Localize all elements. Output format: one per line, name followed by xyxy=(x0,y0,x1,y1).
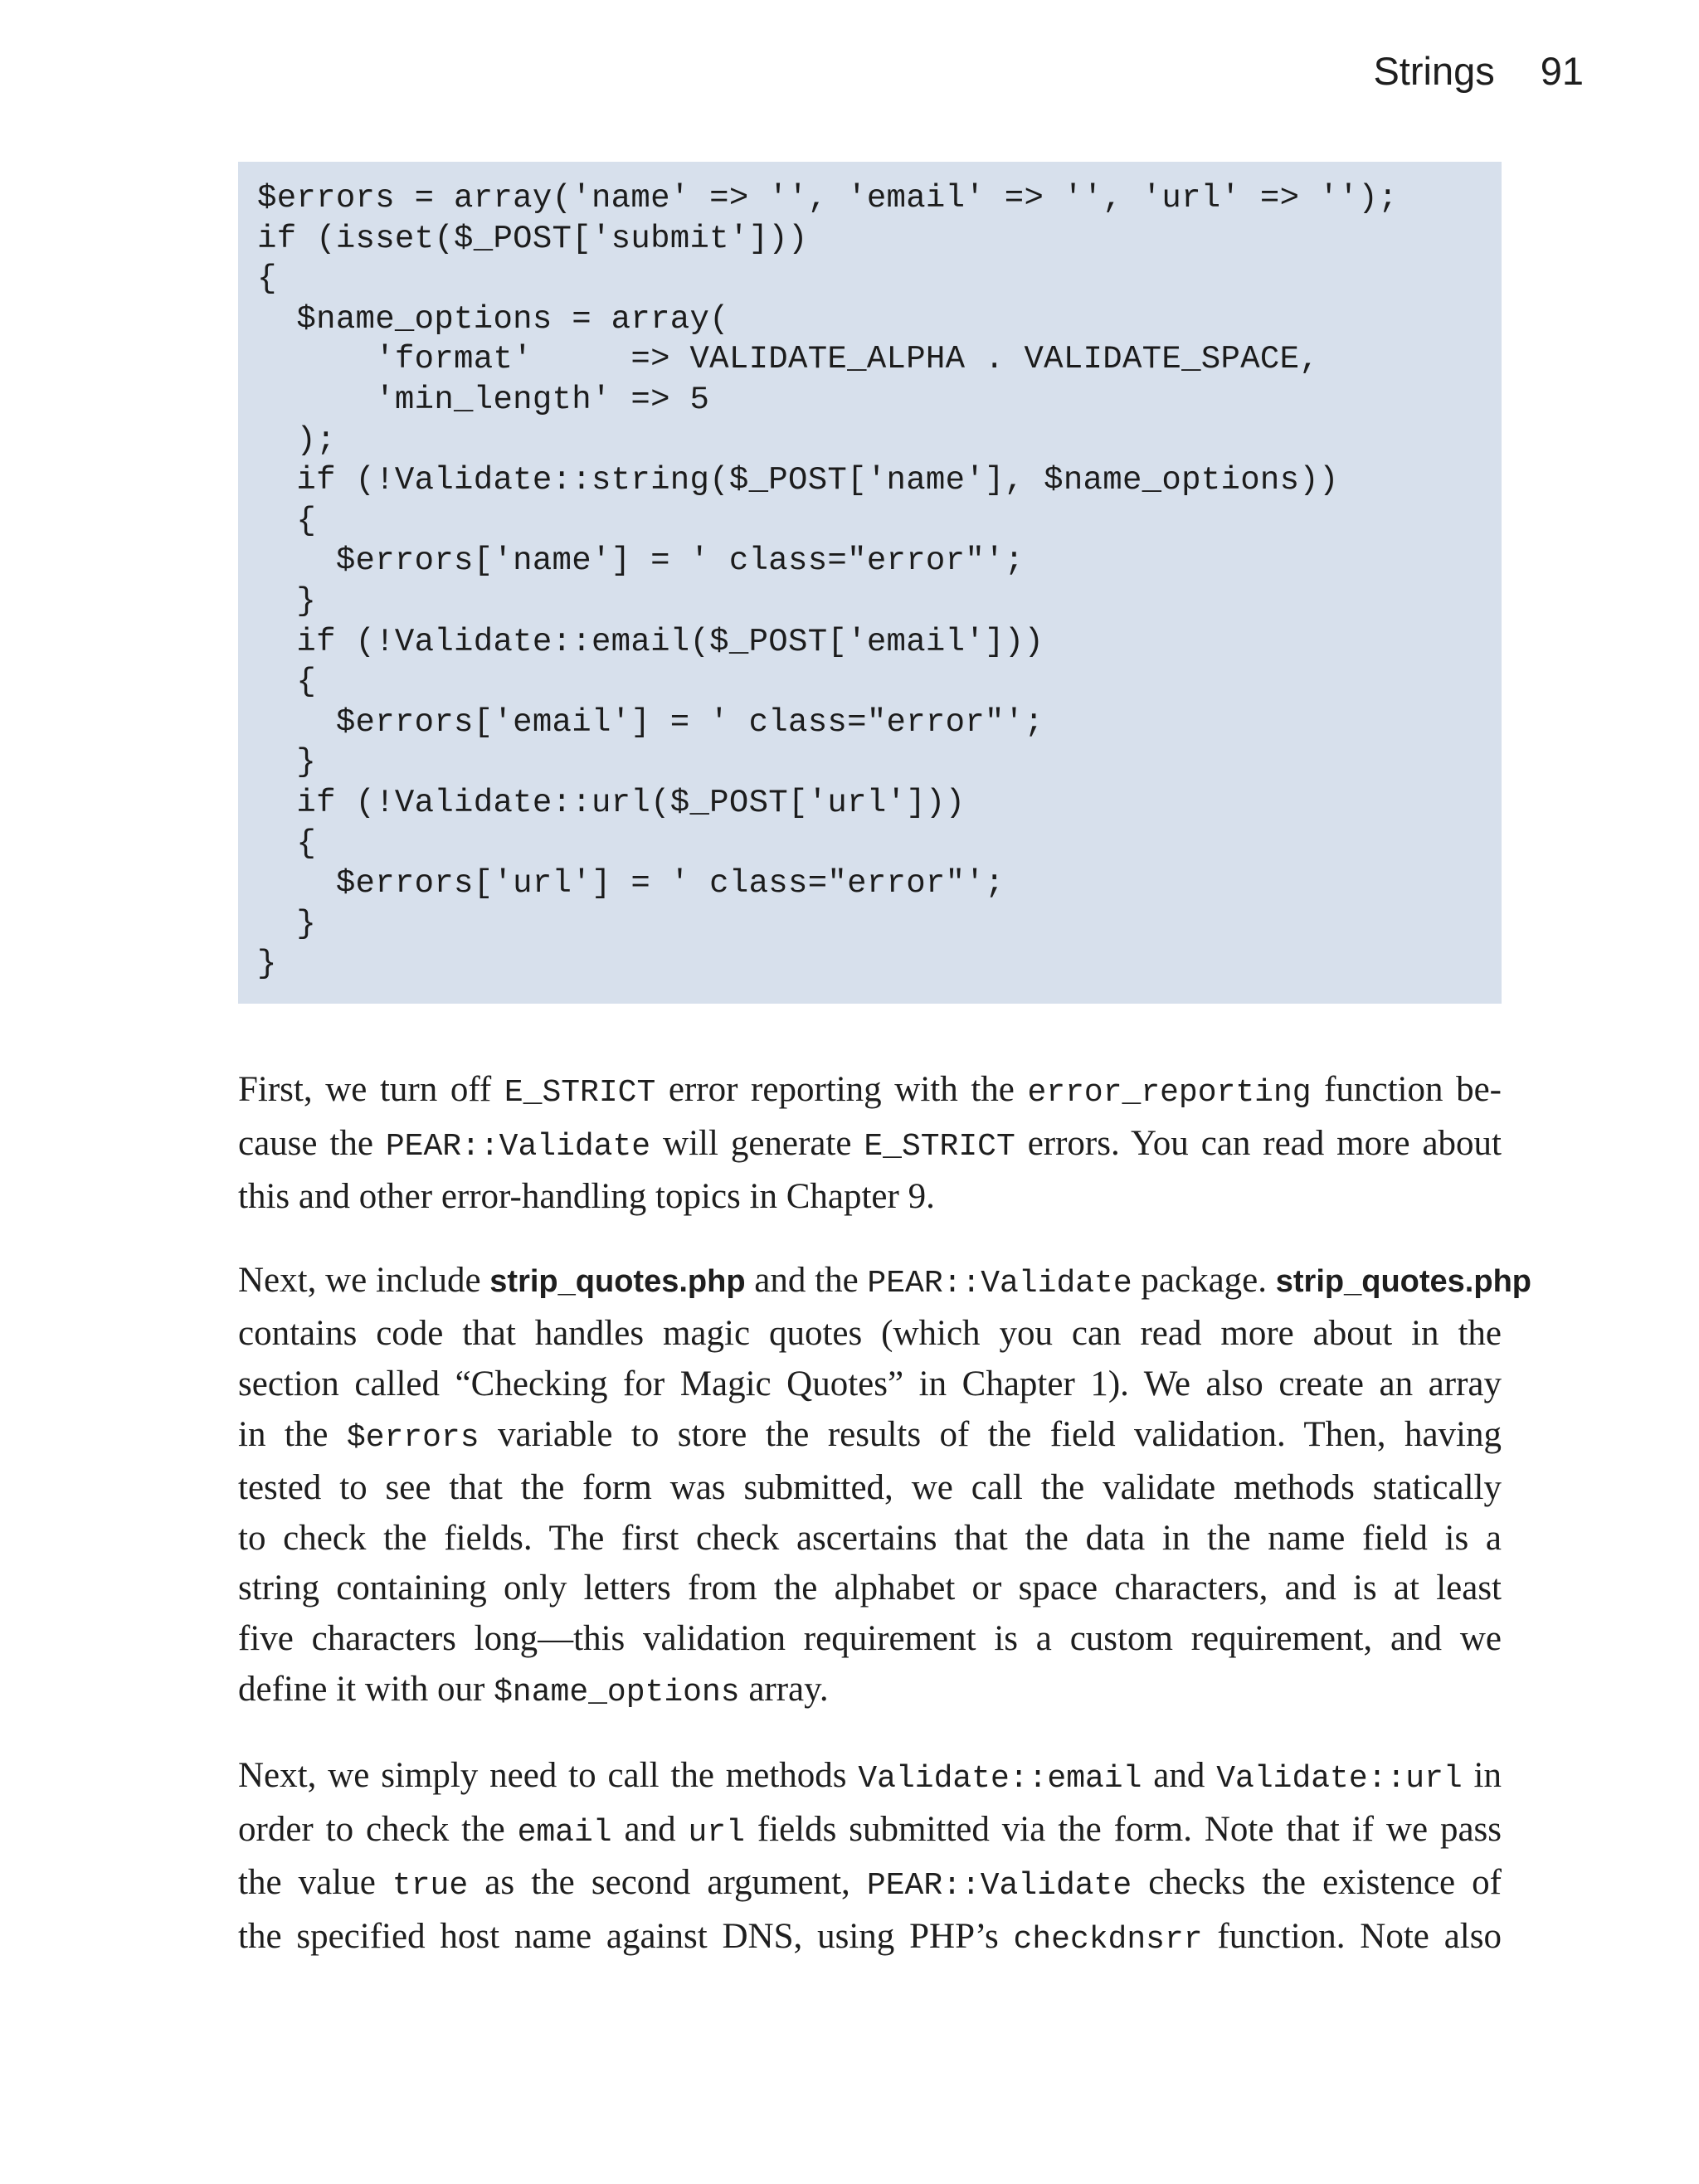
inline-code: checkdnsrr xyxy=(1013,1921,1203,1958)
text-run: in the xyxy=(238,1414,347,1454)
text-run: array. xyxy=(739,1669,829,1709)
text-line xyxy=(238,1805,1502,1859)
code-line: if (!Validate::email($_POST['email'])) xyxy=(257,623,1044,660)
text-run: this and other error-handling topics in Chapter 9. xyxy=(238,1177,935,1217)
code-line: ); xyxy=(257,421,336,459)
text-line xyxy=(238,1256,1531,1310)
text-run: error reporting with the xyxy=(655,1070,1028,1109)
inline-code: true xyxy=(392,1868,469,1904)
code-line: $errors = array('name' => '', 'email' => '', 'url' => ''); xyxy=(257,180,1398,216)
code-line: { xyxy=(257,664,317,701)
text-run: and the xyxy=(745,1260,868,1300)
inline-code: $name_options xyxy=(494,1674,740,1710)
code-line: } xyxy=(257,582,317,620)
text-run: five characters long—this validation requirement is a custom requirement, and we xyxy=(238,1618,1502,1658)
text-run: in xyxy=(1462,1756,1502,1796)
inline-code: email xyxy=(517,1814,612,1851)
text-run: First, we turn off xyxy=(238,1070,504,1109)
text-line xyxy=(238,1309,1502,1360)
text-run: and xyxy=(1142,1756,1217,1796)
text-run: function. Note also xyxy=(1202,1916,1502,1956)
code-line: $errors['url'] = ' class="error"'; xyxy=(257,865,1005,902)
text-line xyxy=(238,1751,1502,1805)
filename: strip_quotes.php xyxy=(489,1263,746,1299)
filename: strip_quotes.php xyxy=(1275,1263,1531,1299)
code-line: { xyxy=(257,260,277,298)
text-line xyxy=(238,1360,1502,1410)
text-line xyxy=(238,1065,1502,1119)
text-run: string containing only letters from the alphabet or space characters, and is at least xyxy=(238,1569,1502,1608)
text-run: the specified host name against DNS, using PHP’s xyxy=(238,1916,1014,1956)
text-line xyxy=(238,1514,1502,1564)
code-line: $name_options = array( xyxy=(257,300,729,338)
inline-code: E_STRICT xyxy=(504,1075,656,1111)
running-header xyxy=(1373,48,1584,94)
text-run: tested to see that the form was submitted, we call the validate methods statically xyxy=(238,1468,1502,1508)
body-text xyxy=(238,1065,1531,1999)
inline-code: Validate::url xyxy=(1216,1761,1463,1797)
text-line xyxy=(238,1172,1502,1223)
text-line xyxy=(238,1665,1502,1719)
text-run: section called “Checking for Magic Quotes” in Chapter 1). We also create an array xyxy=(238,1364,1502,1403)
inline-code: Validate::email xyxy=(858,1761,1142,1797)
text-run: to check the fields. The first check ascertains that the data in the name field is a xyxy=(238,1518,1502,1558)
text-run: errors. You can read more about xyxy=(1015,1123,1502,1163)
running-title: Strings xyxy=(1373,49,1495,93)
text-line xyxy=(238,1912,1502,1966)
inline-code: $errors xyxy=(346,1419,480,1456)
inline-code: E_STRICT xyxy=(864,1128,1015,1165)
code-line: { xyxy=(257,824,317,862)
paragraph xyxy=(238,1065,1502,1223)
text-run: and xyxy=(611,1809,689,1849)
code-line: if (isset($_POST['submit'])) xyxy=(257,220,808,257)
text-line xyxy=(238,1119,1502,1173)
inline-code: PEAR::Validate xyxy=(867,1265,1132,1301)
page-number: 91 xyxy=(1540,49,1584,93)
text-run: variable to store the results of the field validation. Then, having xyxy=(479,1414,1502,1454)
text-line xyxy=(238,1410,1502,1464)
text-line xyxy=(238,1614,1502,1665)
code-line: } xyxy=(257,744,317,781)
text-run: define it with our xyxy=(238,1669,494,1709)
inline-code: error_reporting xyxy=(1027,1075,1312,1111)
text-run: checks the existence of xyxy=(1132,1863,1502,1903)
paragraph xyxy=(238,1256,1531,1718)
code-line: if (!Validate::string($_POST['name'], $name_options)) xyxy=(257,462,1339,499)
code-line: } xyxy=(257,905,317,942)
text-run: as the second argument, xyxy=(468,1863,867,1903)
inline-code: PEAR::Validate xyxy=(385,1128,651,1165)
text-run: fields submitted via the form. Note that if we pass xyxy=(744,1809,1502,1849)
code-line: $errors['name'] = ' class="error"'; xyxy=(257,542,1025,580)
code-line: } xyxy=(257,946,277,983)
text-run: contains code that handles magic quotes (which you can read more about in the xyxy=(238,1314,1502,1354)
code-line: 'format' => VALIDATE_ALPHA . VALIDATE_SPACE, xyxy=(257,341,1320,378)
text-run: package. xyxy=(1132,1260,1276,1300)
text-run: function be- xyxy=(1311,1070,1502,1109)
text-run: the value xyxy=(238,1863,392,1903)
text-run: cause the xyxy=(238,1123,386,1163)
inline-code: url xyxy=(688,1814,745,1851)
text-run: Next, we include xyxy=(238,1260,490,1300)
text-line xyxy=(238,1564,1502,1614)
code-line: if (!Validate::url($_POST['url'])) xyxy=(257,784,966,821)
paragraph xyxy=(238,1751,1502,1965)
code-line: { xyxy=(257,502,317,539)
text-run: will generate xyxy=(650,1123,864,1163)
inline-code: PEAR::Validate xyxy=(866,1868,1132,1904)
code-line: 'min_length' => 5 xyxy=(257,381,710,418)
code-listing xyxy=(238,162,1502,1004)
text-line xyxy=(238,1858,1502,1912)
code-line: $errors['email'] = ' class="error"'; xyxy=(257,703,1044,741)
text-run: order to check the xyxy=(238,1809,518,1849)
text-run: Next, we simply need to call the methods xyxy=(238,1756,859,1796)
text-line xyxy=(238,1463,1502,1514)
